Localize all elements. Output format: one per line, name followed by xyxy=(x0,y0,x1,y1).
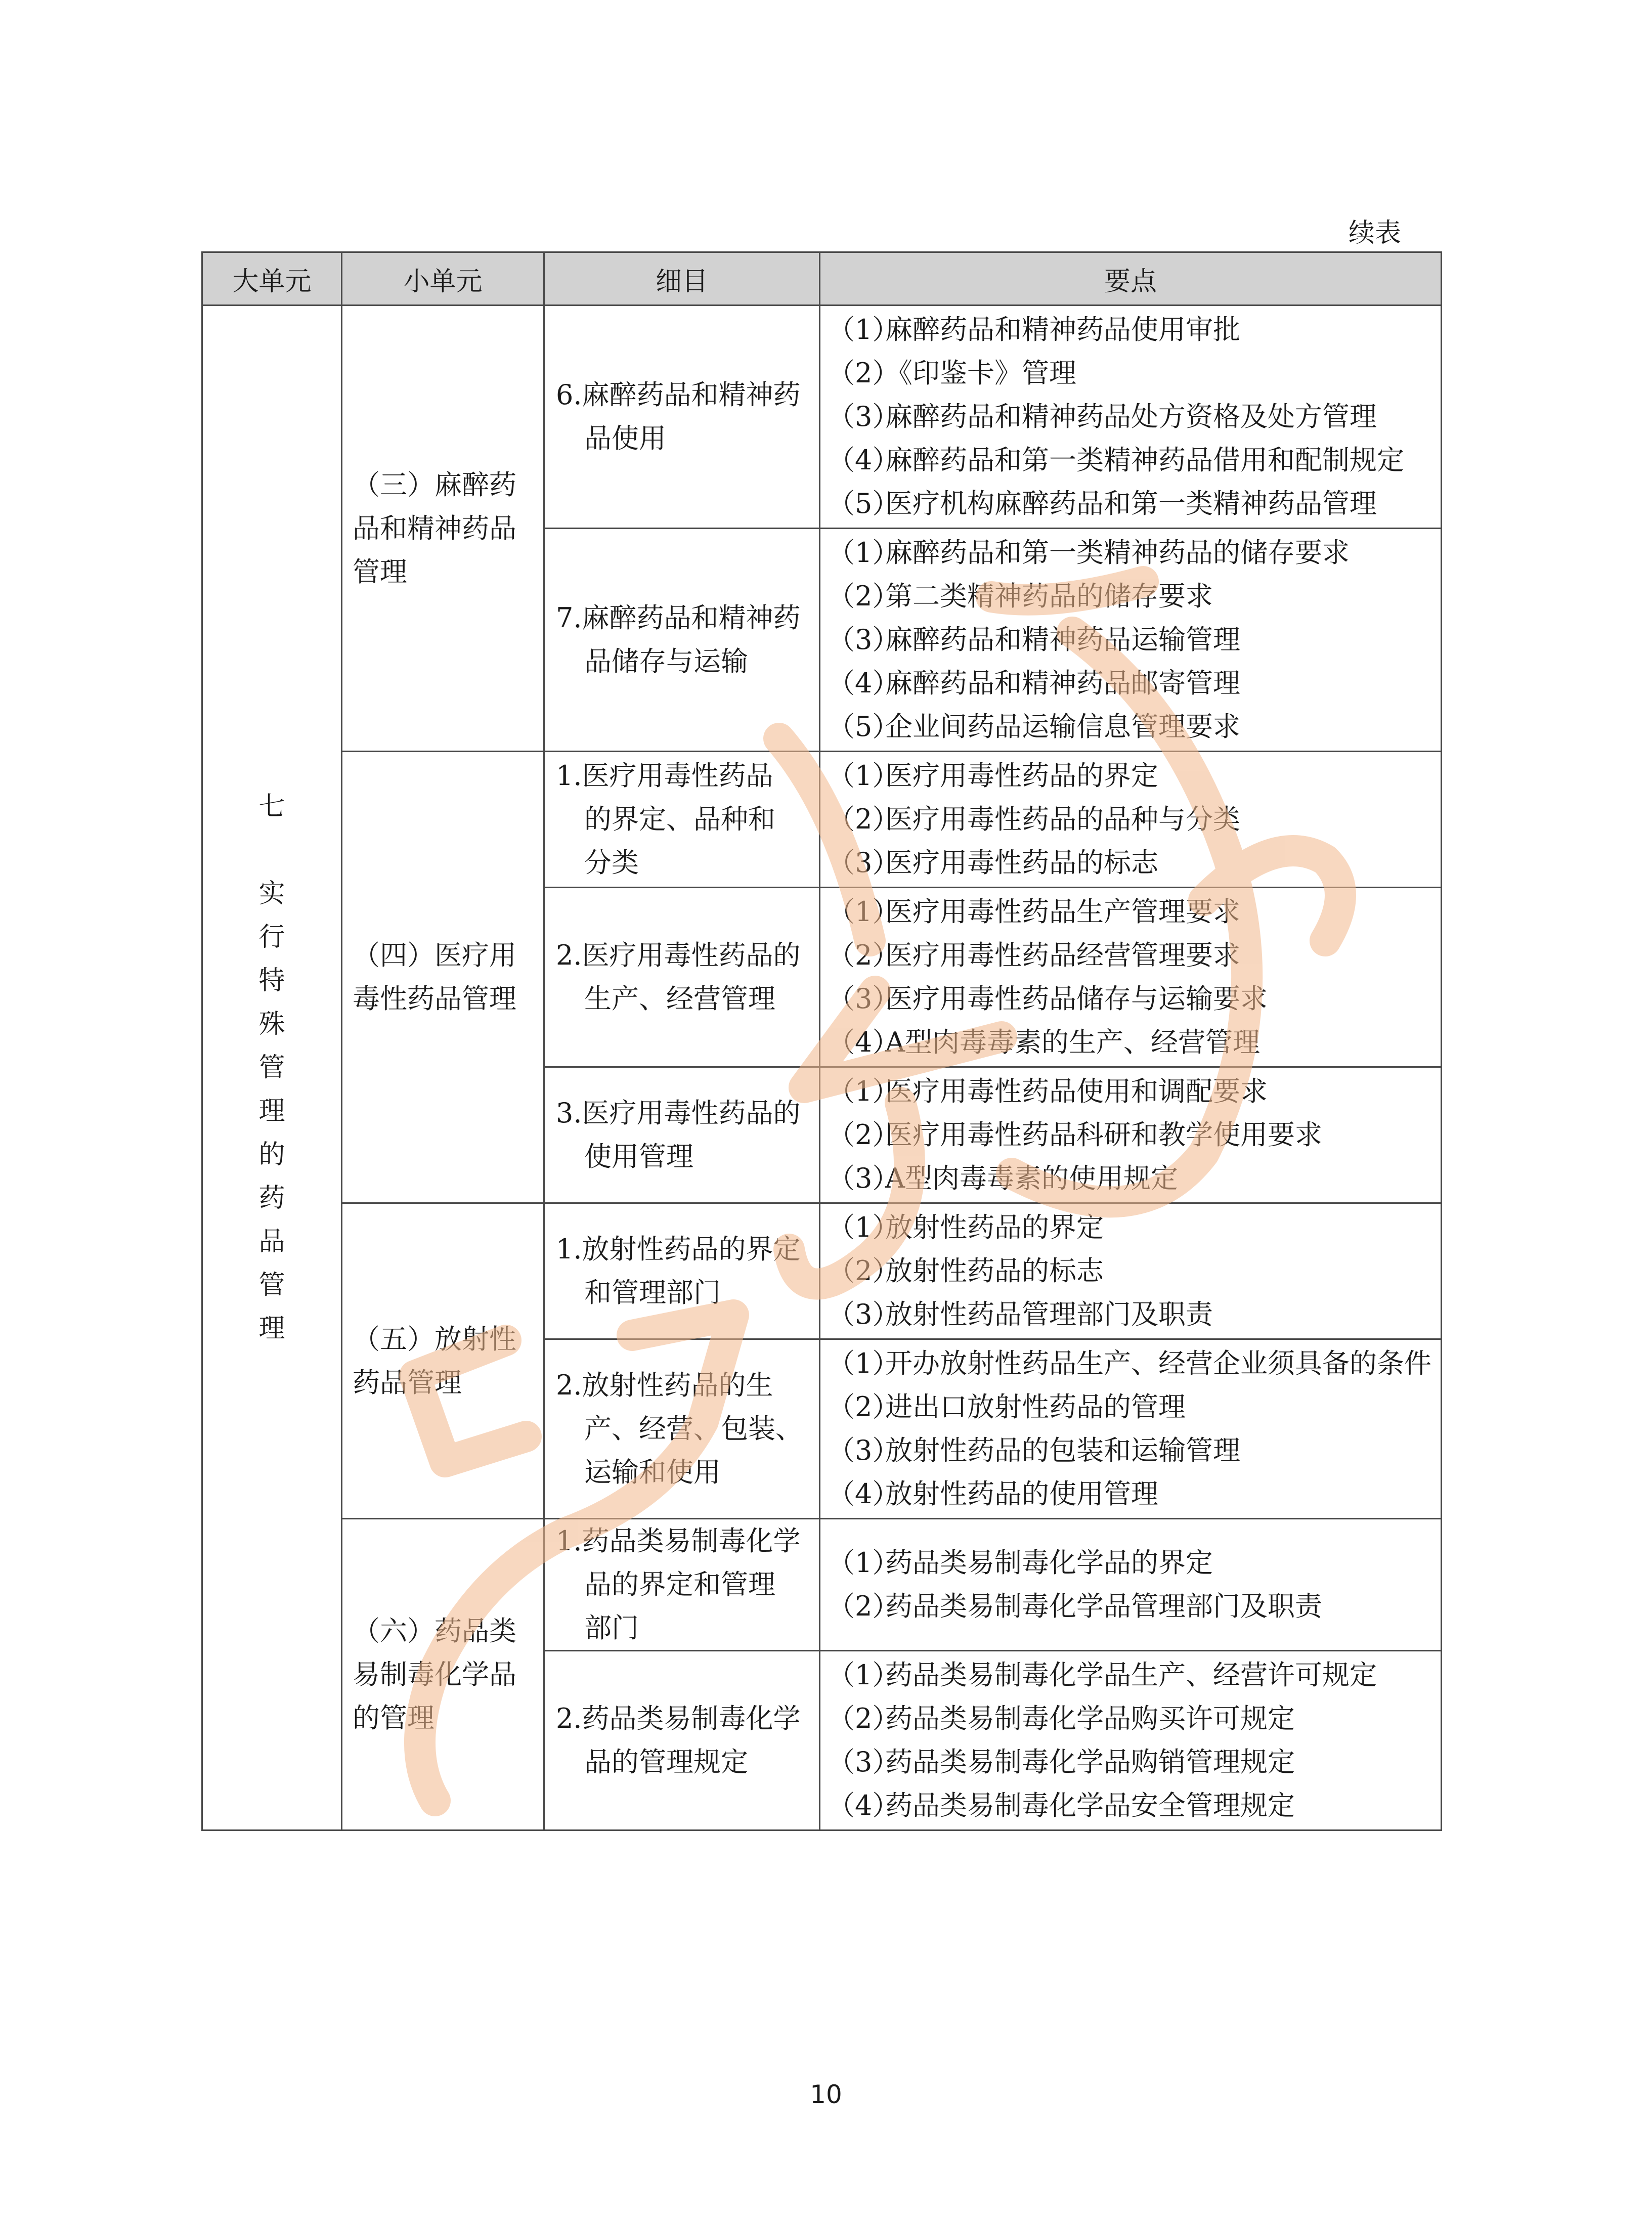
major-unit-title-char: 理 xyxy=(258,1314,285,1344)
key-point-item xyxy=(828,754,1436,798)
key-point-text: 药品类易制毒化学品购买许可规定 xyxy=(885,1703,1295,1734)
key-point-item xyxy=(828,1429,1436,1472)
key-point-item xyxy=(828,395,1436,439)
key-point-number: （4） xyxy=(828,667,900,699)
table-body xyxy=(202,306,1442,1830)
key-point-item xyxy=(828,482,1436,526)
key-point-number: （4） xyxy=(828,444,900,476)
key-point-number: （1） xyxy=(828,314,900,345)
sub-unit-cell xyxy=(342,752,544,1203)
key-point-item xyxy=(828,1585,1436,1628)
key-point-number: （3） xyxy=(828,401,900,432)
detail-title-line: 2.医疗用毒性药品的 xyxy=(556,939,801,971)
key-point-text: 《印鉴卡》管理 xyxy=(885,357,1076,389)
page-number: 10 xyxy=(810,2080,842,2109)
key-point-text: 医疗用毒性药品使用和调配要求 xyxy=(885,1075,1268,1107)
detail-title-line: 品储存与运输 xyxy=(584,645,748,677)
key-point-text: 医疗用毒性药品经营管理要求 xyxy=(885,939,1240,971)
key-point-item xyxy=(828,1784,1436,1827)
key-points-cell xyxy=(820,529,1442,752)
sub-unit-line: （五）放射性 xyxy=(353,1323,516,1355)
detail-cell xyxy=(544,1067,820,1203)
key-point-number: （2） xyxy=(828,1391,900,1423)
sub-unit-line: 易制毒化学品 xyxy=(353,1658,516,1690)
key-point-text: 医疗用毒性药品生产管理要求 xyxy=(885,896,1240,928)
key-point-text: 麻醉药品和精神药品运输管理 xyxy=(885,624,1240,656)
key-point-item xyxy=(828,1385,1436,1429)
key-point-text: 医疗用毒性药品的标志 xyxy=(885,847,1158,879)
key-point-text: A型肉毒毒素的生产、经营管理 xyxy=(885,1026,1260,1058)
key-point-item xyxy=(828,1157,1436,1200)
key-points-cell xyxy=(820,1519,1442,1651)
key-point-number: （2） xyxy=(828,1590,900,1622)
key-point-text: 医疗用毒性药品的界定 xyxy=(885,760,1158,792)
key-point-item xyxy=(828,1541,1436,1585)
sub-unit-cell xyxy=(342,1519,544,1830)
detail-title-line: 分类 xyxy=(584,847,639,879)
key-point-item xyxy=(828,1697,1436,1740)
header-row xyxy=(202,252,1442,306)
key-points-cell xyxy=(820,752,1442,888)
detail-title-line: 3.医疗用毒性药品的 xyxy=(556,1097,801,1129)
sub-unit-line: 毒性药品管理 xyxy=(353,983,516,1015)
key-points-cell xyxy=(820,888,1442,1067)
key-points-cell xyxy=(820,1651,1442,1830)
major-unit-title-char: 殊 xyxy=(258,1009,285,1039)
key-point-number: （1） xyxy=(828,1211,900,1243)
key-point-item xyxy=(828,618,1436,662)
key-point-text: 企业间药品运输信息管理要求 xyxy=(885,711,1240,743)
detail-title-line: 1.药品类易制毒化学 xyxy=(556,1525,801,1557)
sub-unit-line: 的管理 xyxy=(353,1702,434,1734)
key-point-text: 第二类精神药品的储存要求 xyxy=(885,580,1213,612)
sub-unit-cell xyxy=(342,1203,544,1519)
detail-cell xyxy=(544,1651,820,1830)
key-point-number: （3） xyxy=(828,1434,900,1466)
key-point-text: 医疗用毒性药品储存与运输要求 xyxy=(885,983,1268,1015)
key-point-number: （2） xyxy=(828,580,900,612)
key-point-text: 药品类易制毒化学品购销管理规定 xyxy=(885,1746,1295,1778)
key-point-text: 药品类易制毒化学品的界定 xyxy=(885,1547,1213,1579)
key-point-text: 麻醉药品和精神药品邮寄管理 xyxy=(885,667,1240,699)
key-point-text: 放射性药品的界定 xyxy=(885,1211,1104,1243)
key-point-number: （2） xyxy=(828,1255,900,1287)
detail-title-line: 6.麻醉药品和精神药 xyxy=(556,379,801,411)
table-row xyxy=(202,306,1442,529)
key-point-number: （3） xyxy=(828,847,900,879)
key-point-number: （2） xyxy=(828,939,900,971)
table-row xyxy=(202,752,1442,888)
key-point-item xyxy=(828,1249,1436,1293)
sub-unit-cell xyxy=(342,306,544,752)
key-point-number: （4） xyxy=(828,1026,900,1058)
detail-cell xyxy=(544,529,820,752)
key-point-text: 麻醉药品和精神药品处方资格及处方管理 xyxy=(885,401,1377,432)
detail-title-line: 的界定、品种和 xyxy=(584,803,775,835)
header-key-points: 要点 xyxy=(820,252,1442,306)
key-point-text: 放射性药品的使用管理 xyxy=(885,1478,1158,1510)
detail-cell xyxy=(544,1519,820,1651)
major-unit-number: 七 xyxy=(258,792,285,822)
header-sub-unit: 小单元 xyxy=(342,252,544,306)
key-points-cell xyxy=(820,1203,1442,1339)
key-point-number: （2） xyxy=(828,1119,900,1151)
key-point-number: （1） xyxy=(828,1547,900,1579)
detail-cell xyxy=(544,1203,820,1339)
key-point-item xyxy=(828,1293,1436,1336)
key-point-item xyxy=(828,890,1436,934)
detail-title-line: 品的界定和管理 xyxy=(584,1568,775,1600)
key-point-item xyxy=(828,1206,1436,1249)
key-point-number: （1） xyxy=(828,1347,900,1379)
key-point-text: 药品类易制毒化学品管理部门及职责 xyxy=(885,1590,1322,1622)
key-point-number: （1） xyxy=(828,1659,900,1691)
key-point-item xyxy=(828,439,1436,482)
detail-title-line: 部门 xyxy=(584,1612,639,1644)
key-point-number: （3） xyxy=(828,983,900,1015)
key-point-item xyxy=(828,934,1436,977)
detail-title-line: 产、经营、包装、 xyxy=(584,1413,803,1445)
key-point-item xyxy=(828,1653,1436,1697)
detail-title-line: 1.放射性药品的界定 xyxy=(556,1233,801,1265)
detail-title-line: 1.医疗用毒性药品 xyxy=(556,760,773,792)
key-point-number: （1） xyxy=(828,537,900,569)
key-point-item xyxy=(828,977,1436,1021)
key-point-text: 放射性药品的包装和运输管理 xyxy=(885,1434,1240,1466)
key-point-text: 进出口放射性药品的管理 xyxy=(885,1391,1186,1423)
detail-title-line: 运输和使用 xyxy=(584,1456,721,1488)
detail-title-line: 生产、经营管理 xyxy=(584,983,775,1015)
key-point-item xyxy=(828,1113,1436,1157)
key-point-item xyxy=(828,575,1436,618)
major-unit-title-char: 理 xyxy=(258,1096,285,1126)
table-row xyxy=(202,1519,1442,1651)
key-point-text: 医疗用毒性药品科研和教学使用要求 xyxy=(885,1119,1322,1151)
key-point-text: 药品类易制毒化学品安全管理规定 xyxy=(885,1790,1295,1821)
key-point-item xyxy=(828,531,1436,575)
key-point-text: 医疗用毒性药品的品种与分类 xyxy=(885,803,1240,835)
key-point-number: （3） xyxy=(828,1162,900,1194)
detail-cell xyxy=(544,306,820,529)
detail-title-line: 2.放射性药品的生 xyxy=(556,1369,773,1401)
major-unit-title-char: 实 xyxy=(258,879,285,909)
sub-unit-line: 品和精神药品 xyxy=(353,512,516,544)
key-point-text: 药品类易制毒化学品生产、经营许可规定 xyxy=(885,1659,1377,1691)
key-point-number: （3） xyxy=(828,1746,900,1778)
key-point-item xyxy=(828,308,1436,352)
sub-unit-line: 药品管理 xyxy=(353,1366,462,1399)
key-point-text: 放射性药品管理部门及职责 xyxy=(885,1298,1213,1330)
key-point-number: （2） xyxy=(828,357,900,389)
detail-title-line: 和管理部门 xyxy=(584,1277,721,1308)
sub-unit-line: （四）医疗用 xyxy=(353,939,516,971)
key-point-item xyxy=(828,705,1436,749)
key-points-cell xyxy=(820,1067,1442,1203)
key-point-text: 麻醉药品和第一类精神药品的储存要求 xyxy=(885,537,1350,569)
key-point-number: （2） xyxy=(828,803,900,835)
major-unit-title-char: 品 xyxy=(258,1227,285,1257)
key-point-number: （5） xyxy=(828,711,900,743)
key-point-number: （4） xyxy=(828,1790,900,1821)
detail-title-line: 使用管理 xyxy=(584,1141,693,1172)
key-point-item xyxy=(828,1070,1436,1113)
major-unit-title-char: 行 xyxy=(258,922,285,952)
key-point-number: （2） xyxy=(828,1703,900,1734)
key-point-text: A型肉毒毒素的使用规定 xyxy=(885,1162,1178,1194)
key-point-item xyxy=(828,841,1436,885)
major-unit-title-char: 特 xyxy=(258,966,285,996)
key-point-item xyxy=(828,1342,1436,1385)
key-point-item xyxy=(828,662,1436,705)
detail-title-line: 品使用 xyxy=(584,422,666,454)
detail-cell xyxy=(544,752,820,888)
detail-title-line: 品的管理规定 xyxy=(584,1746,748,1778)
key-point-number: （3） xyxy=(828,624,900,656)
key-points-cell xyxy=(820,1339,1442,1519)
sub-unit-line: 管理 xyxy=(353,555,407,588)
sub-unit-line: （六）药品类 xyxy=(353,1615,516,1647)
key-point-item xyxy=(828,1740,1436,1784)
key-point-item xyxy=(828,1021,1436,1064)
key-point-text: 医疗机构麻醉药品和第一类精神药品管理 xyxy=(885,488,1377,519)
key-point-number: （4） xyxy=(828,1478,900,1510)
table-row xyxy=(202,1203,1442,1339)
key-points-cell xyxy=(820,306,1442,529)
header-major-unit: 大单元 xyxy=(202,252,342,306)
major-unit-title-char: 管 xyxy=(258,1053,285,1083)
detail-title-line: 2.药品类易制毒化学 xyxy=(556,1703,801,1734)
continued-label: 续表 xyxy=(1348,218,1401,248)
detail-cell xyxy=(544,1339,820,1519)
detail-title-line: 7.麻醉药品和精神药 xyxy=(556,602,801,634)
detail-cell xyxy=(544,888,820,1067)
key-point-text: 麻醉药品和精神药品使用审批 xyxy=(885,314,1240,345)
key-point-item xyxy=(828,798,1436,841)
major-unit-title-char: 的 xyxy=(258,1140,285,1170)
key-point-text: 放射性药品的标志 xyxy=(885,1255,1104,1287)
key-point-item xyxy=(828,1472,1436,1516)
key-point-item xyxy=(828,352,1436,395)
key-point-number: （1） xyxy=(828,1075,900,1107)
key-point-number: （1） xyxy=(828,896,900,928)
major-unit-cell xyxy=(202,306,342,1830)
key-point-text: 开办放射性药品生产、经营企业须具备的条件 xyxy=(885,1347,1431,1379)
header-detail: 细目 xyxy=(544,252,820,306)
key-point-number: （5） xyxy=(828,488,900,519)
major-unit-title-char: 药 xyxy=(258,1183,285,1213)
key-point-number: （1） xyxy=(828,760,900,792)
sub-unit-line: （三）麻醉药 xyxy=(353,468,516,501)
key-point-text: 麻醉药品和第一类精神药品借用和配制规定 xyxy=(885,444,1404,476)
key-point-number: （3） xyxy=(828,1298,900,1330)
major-unit-title-char: 管 xyxy=(258,1270,285,1300)
syllabus-table xyxy=(201,251,1442,1831)
